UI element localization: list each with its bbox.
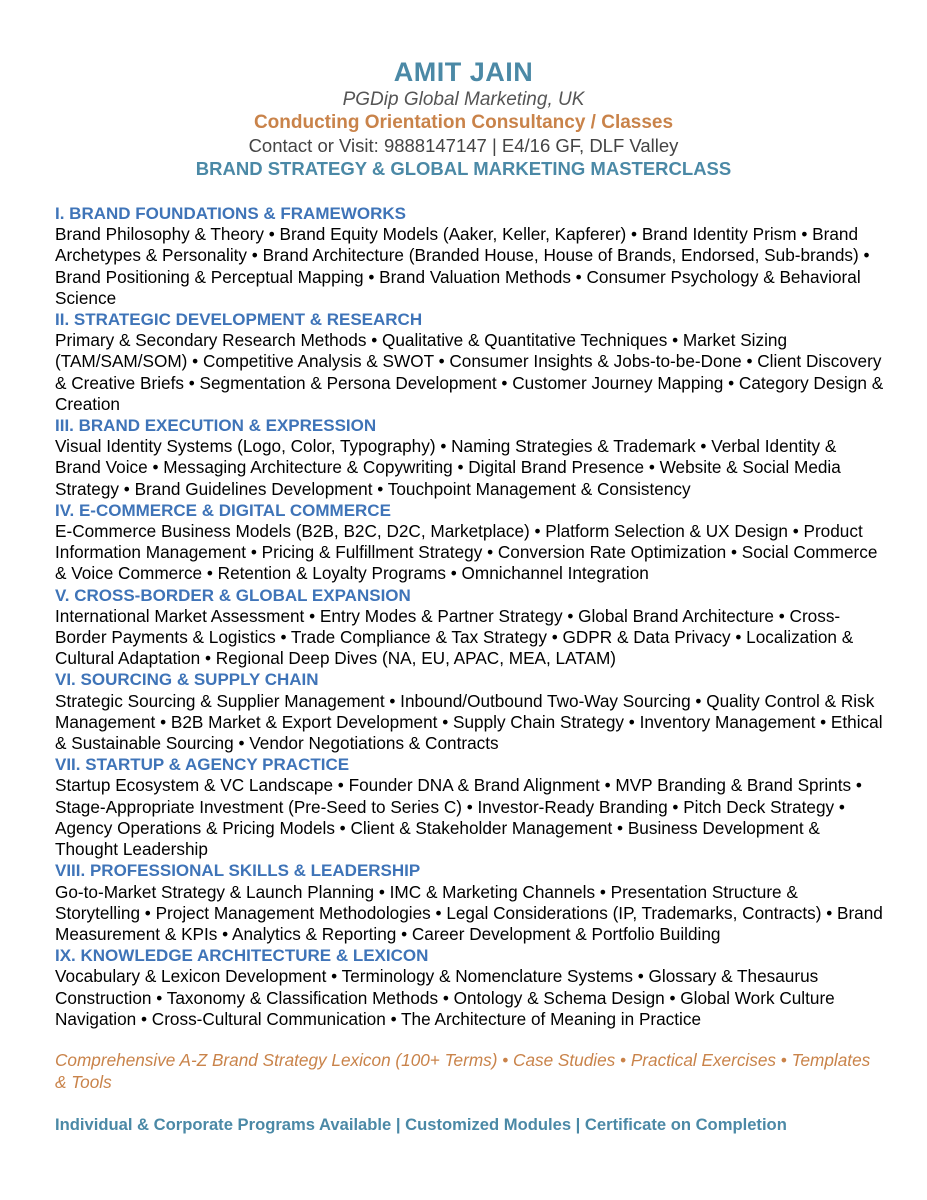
consultancy-line: Conducting Orientation Consultancy / Classes [253,112,674,133]
section-body: Startup Ecosystem & VC Landscape • Founder DNA & Brand Alignment • MVP Branding & Brand Sprints • Stage-Appropriate Investment (Pre-Seed to Series C) • Investor-Ready Branding • Pitch Deck Strategy • Agency Operations & Pricing Models • Client & Stakeholder Management • Business Development & Thought Leadership [55,775,862,860]
section [55,945,885,1030]
section-title: IX. KNOWLEDGE ARCHITECTURE & LEXICON [55,946,429,966]
course-sections [55,203,885,1030]
section [55,860,885,945]
person-name: AMIT JAIN [393,57,534,87]
section [55,669,885,754]
section-body: E-Commerce Business Models (B2B, B2C, D2C, Marketplace) • Platform Selection & UX Design • Product Information Management • Pricing & Fulfillment Strategy • Conversion Rate Optimization • Social Commerce & Voice Commerce • Retention & Loyalty Programs • Omnichannel Integration [55,521,878,584]
credential: PGDip Global Marketing, UK [342,89,585,110]
contact-line: Contact or Visit: 9888147147 | E4/16 GF, DLF Valley [248,135,679,156]
masterclass-title: BRAND STRATEGY & GLOBAL MARKETING MASTERCLASS [195,158,732,179]
section-title: I. BRAND FOUNDATIONS & FRAMEWORKS [55,204,406,223]
section-title: VII. STARTUP & AGENCY PRACTICE [55,755,350,775]
extras-note: Comprehensive A-Z Brand Strategy Lexicon (100+ Terms) • Case Studies • Practical Exercises • Templates & Tools [55,1050,871,1092]
section-body: Brand Philosophy & Theory • Brand Equity Models (Aaker, Keller, Kapferer) • Brand Identity Prism • Brand Archetypes & Personality • Brand Architecture (Branded House, House of Brands, Endorsed, Sub-brands) • Brand Positioning & Perceptual Mapping • Brand Valuation Methods • Consumer Psychology & Behavioral Science [55,224,870,308]
section-title: II. STRATEGIC DEVELOPMENT & RESEARCH [55,310,423,330]
section-body: Visual Identity Systems (Logo, Color, Typography) • Naming Strategies & Trademark • Verbal Identity & Brand Voice • Messaging Architecture & Copywriting • Digital Brand Presence • Website & Social Media Strategy • Brand Guidelines Development • Touchpoint Management & Consistency [55,436,841,499]
section [55,203,885,309]
section [55,754,885,860]
section-body: Strategic Sourcing & Supplier Management • Inbound/Outbound Two-Way Sourcing • Quality Control & Risk Management • B2B Market & Export Development • Supply Chain Strategy • Inventory Management • Ethical & Sustainable Sourcing • Vendor Negotiations & Contracts [55,690,883,754]
section [55,585,885,670]
section-body: Vocabulary & Lexicon Development • Terminology & Nomenclature Systems • Glossary & Thesaurus Construction • Taxonomy & Classification Methods • Ontology & Schema Design • Global Work Culture Navigation • Cross-Cultural Communication • The Architecture of Meaning in Practice [55,966,835,1029]
section [55,309,885,415]
programs-note: Individual & Corporate Programs Available | Customized Modules | Certificate on Completion [55,1115,787,1134]
section-body: Go-to-Market Strategy & Launch Planning • IMC & Marketing Channels • Presentation Structure & Storytelling • Project Management Methodologies • Legal Considerations (IP, Trademarks, Contracts) • Brand Measurement & KPIs • Analytics & Reporting • Career Development & Portfolio Building [55,881,883,944]
section [55,415,885,500]
section [55,500,885,585]
section-body: International Market Assessment • Entry Modes & Partner Strategy • Global Brand Architecture • Cross-Border Payments & Logistics • Trade Compliance & Tax Strategy • GDPR & Data Privacy • Localization & Cultural Adaptation • Regional Deep Dives (NA, EU, APAC, MEA, LATAM) [55,605,854,669]
section-title: V. CROSS-BORDER & GLOBAL EXPANSION [55,585,411,605]
section-title: III. BRAND EXECUTION & EXPRESSION [55,416,377,436]
section-title: VI. SOURCING & SUPPLY CHAIN [55,670,319,690]
section-title: VIII. PROFESSIONAL SKILLS & LEADERSHIP [55,861,421,881]
section-body: Primary & Secondary Research Methods • Qualitative & Quantitative Techniques • Market Sizing (TAM/SAM/SOM) • Competitive Analysis & SWOT • Consumer Insights & Jobs-to-be-Done • Client Discovery & Creative Briefs • Segmentation & Persona Development • Customer Journey Mapping • Category Design & Creation [55,330,884,414]
header [0,55,927,181]
section-title: IV. E-COMMERCE & DIGITAL COMMERCE [55,500,391,520]
